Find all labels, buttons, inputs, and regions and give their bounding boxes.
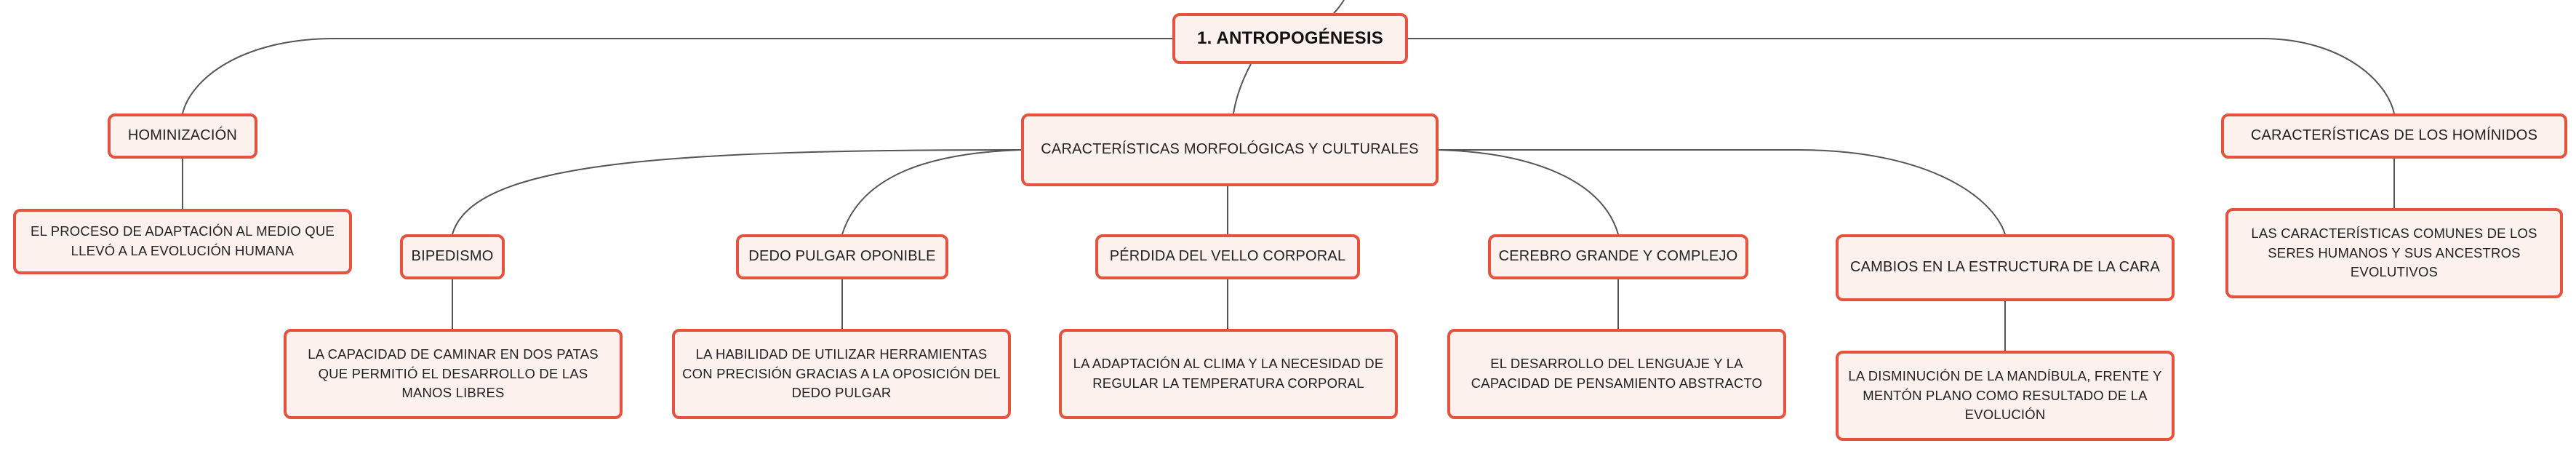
caracteristicas-morfologicas-node[interactable] [1021, 114, 1439, 186]
cambios-cara-detail-text: LA DISMINUCIÓN DE LA MANDÍBULA, FRENTE Y MENTÓN PLANO COMO RESULTADO DE LA EVOLUCIÓN [1848, 367, 2162, 423]
cambios-cara-detail-node[interactable] [1836, 351, 2175, 441]
connector-root-hominidos [1408, 39, 2394, 114]
dedo-pulgar-label: DEDO PULGAR OPONIBLE [748, 248, 936, 265]
cerebro-node[interactable] [1488, 234, 1748, 279]
perdida-vello-detail-text: LA ADAPTACIÓN AL CLIMA Y LA NECESIDAD DE REGULAR LA TEMPERATURA CORPORAL [1073, 356, 1384, 391]
cambios-cara-label: CAMBIOS EN LA ESTRUCTURA DE LA CARA [1850, 259, 2160, 276]
perdida-vello-detail-node[interactable] [1059, 329, 1398, 419]
connector-caract-dedo [842, 150, 1021, 234]
root-topic-label: 1. ANTROPOGÉNESIS [1197, 28, 1383, 49]
connector-root-caracteristicas [1233, 64, 1251, 114]
hominizacion-definition-text: EL PROCESO DE ADAPTACIÓN AL MEDIO QUE LLEVÓ A LA EVOLUCIÓN HUMANA [31, 223, 335, 258]
root-topic-node[interactable] [1172, 13, 1408, 64]
caracteristicas-hominidos-definition-text: LAS CARACTERÍSTICAS COMUNES DE LOS SERES HUMANOS Y SUS ANCESTROS EVOLUTIVOS [2251, 225, 2537, 280]
connector-caract-bipedismo [452, 150, 1021, 234]
cerebro-detail-text: EL DESARROLLO DEL LENGUAJE Y LA CAPACIDAD DE PENSAMIENTO ABSTRACTO [1471, 356, 1763, 391]
caracteristicas-hominidos-definition-node[interactable] [2225, 208, 2563, 298]
hominizacion-definition-node[interactable] [13, 209, 352, 274]
dedo-pulgar-detail-text: LA HABILIDAD DE UTILIZAR HERRAMIENTAS CON PRECISIÓN GRACIAS A LA OPOSICIÓN DEL DEDO PULGAR [682, 346, 1001, 401]
hominizacion-label: HOMINIZACIÓN [127, 127, 238, 144]
bipedismo-detail-text: LA CAPACIDAD DE CAMINAR EN DOS PATAS QUE PERMITIÓ EL DESARROLLO DE LAS MANOS LIBRES [308, 346, 599, 401]
dedo-pulgar-node[interactable] [736, 234, 948, 279]
bipedismo-label: BIPEDISMO [411, 248, 494, 265]
perdida-vello-label: PÉRDIDA DEL VELLO CORPORAL [1109, 248, 1346, 265]
connector-root-parent [1334, 0, 1344, 13]
cerebro-label: CEREBRO GRANDE Y COMPLEJO [1498, 248, 1738, 265]
bipedismo-detail-node[interactable] [284, 329, 623, 419]
connector-caract-cerebro [1439, 150, 1618, 234]
bipedismo-node[interactable] [400, 234, 505, 279]
caracteristicas-morfologicas-label: CARACTERÍSTICAS MORFOLÓGICAS Y CULTURALES [1041, 141, 1419, 158]
cerebro-detail-node[interactable] [1447, 329, 1786, 419]
cambios-cara-node[interactable] [1836, 234, 2175, 301]
caracteristicas-hominidos-node[interactable] [2221, 114, 2567, 159]
connector-root-hominizacion [183, 39, 1172, 114]
dedo-pulgar-detail-node[interactable] [672, 329, 1011, 419]
perdida-vello-node[interactable] [1095, 234, 1360, 279]
hominizacion-node[interactable] [108, 114, 257, 159]
caracteristicas-hominidos-label: CARACTERÍSTICAS DE LOS HOMÍNIDOS [2250, 127, 2538, 144]
connector-caract-cara [1439, 150, 2005, 234]
